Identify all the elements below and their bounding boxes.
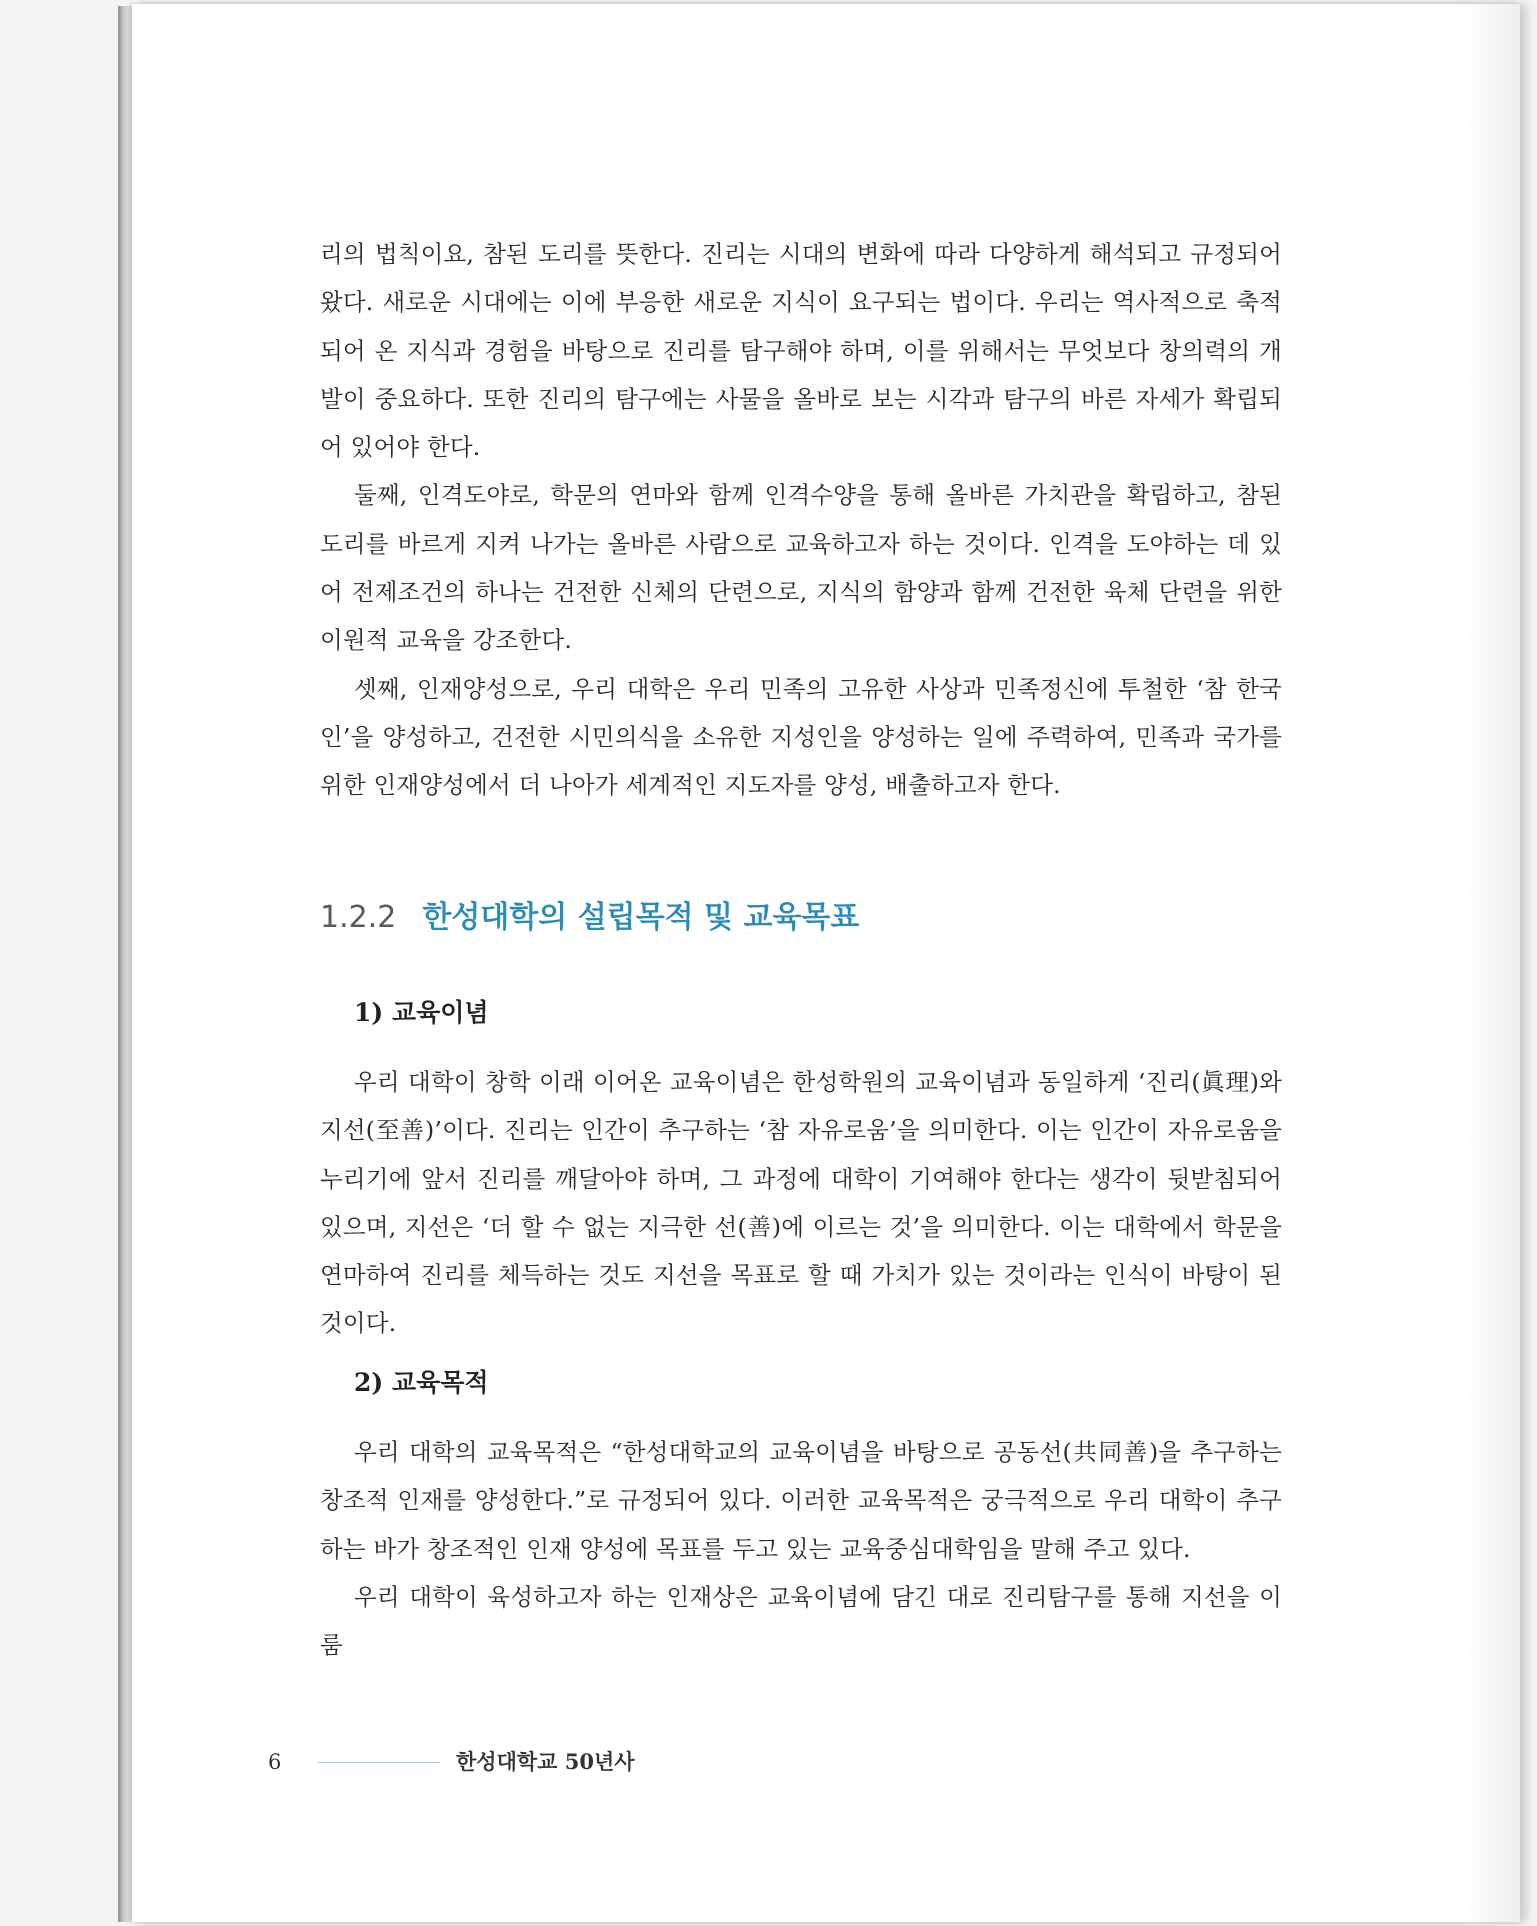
page-footer xyxy=(268,1748,635,1776)
body-text-top xyxy=(320,230,1282,810)
page-shadow xyxy=(1460,4,1520,1922)
paragraph-second-character: 둘째, 인격도야로, 학문의 연마와 함께 인격수양을 통해 올바른 가치관을 확립하고, 참된 도리를 바르게 지켜 나가는 올바른 사람으로 교육하고자 하는 것이다. 인격을 도야하는 데 있어 전제조건의 하나는 건전한 신체의 단련으로, 지식의 함양과 함께 건전한 육체 단련을 위한 이원적 교육을 강조한다. xyxy=(320,481,1282,655)
footer-rule xyxy=(318,1762,440,1763)
body-text-philosophy xyxy=(320,1058,1282,1348)
paragraph-education-philosophy: 우리 대학이 창학 이래 이어온 교육이념은 한성학원의 교육이념과 동일하게 ‘진리(眞理)와 지선(至善)’이다. 진리는 인간이 추구하는 ‘참 자유로움’을 의미한다. 이는 인간이 자유로움을 누리기에 앞서 진리를 깨달아야 하며, 그 과정에 대학이 기여해야 한다는 생각이 뒷받침되어 있으며, 지선은 ‘더 할 수 없는 지극한 선(善)에 이르는 것’을 의미한다. 이는 대학에서 학문을 연마하여 진리를 체득하는 것도 지선을 목표로 할 때 가치가 있는 것이라는 인식이 바탕이 된 것이다. xyxy=(320,1068,1282,1338)
paragraph-truth-continued: 리의 법칙이요, 참된 도리를 뜻한다. 진리는 시대의 변화에 따라 다양하게 해석되고 규정되어 왔다. 새로운 시대에는 이에 부응한 새로운 지식이 요구되는 법이다. 우리는 역사적으로 축적되어 온 지식과 경험을 바탕으로 진리를 탐구해야 하며, 이를 위해서는 무엇보다 창의력의 개발이 중요하다. 또한 진리의 탐구에는 사물을 올바로 보는 시각과 탐구의 바른 자세가 확립되어 있어야 한다. xyxy=(320,240,1282,462)
page-edge xyxy=(118,6,132,1922)
body-text-purpose xyxy=(320,1428,1282,1669)
section-title: 한성대학의 설립목적 및 교육목표 xyxy=(422,900,860,935)
paragraph-talent-image: 우리 대학이 육성하고자 하는 인재상은 교육이념에 담긴 대로 진리탐구를 통해 지선을 이룸 xyxy=(320,1582,1282,1660)
page-number: 6 xyxy=(268,1750,282,1774)
subsection-heading-philosophy: 1) 교육이념 xyxy=(354,998,489,1027)
section-heading xyxy=(320,898,859,938)
subsection-heading-purpose: 2) 교육목적 xyxy=(354,1368,489,1397)
paragraph-third-talent: 셋째, 인재양성으로, 우리 대학은 우리 민족의 고유한 사상과 민족정신에 투철한 ‘참 한국인’을 양성하고, 건전한 시민의식을 소유한 지성인을 양성하는 일에 주력하여, 민족과 국가를 위한 인재양성에서 더 나아가 세계적인 지도자를 양성, 배출하고자 한다. xyxy=(320,674,1282,800)
footer-book-title: 한성대학교 50년사 xyxy=(456,1749,635,1774)
paragraph-education-purpose: 우리 대학의 교육목적은 “한성대학교의 교육이념을 바탕으로 공동선(共同善)을 추구하는 창조적 인재를 양성한다.”로 규정되어 있다. 이러한 교육목적은 궁극적으로 우리 대학이 추구하는 바가 창조적인 인재 양성에 목표를 두고 있는 교육중심대학임을 말해 주고 있다. xyxy=(320,1438,1282,1563)
section-number: 1.2.2 xyxy=(320,900,397,935)
